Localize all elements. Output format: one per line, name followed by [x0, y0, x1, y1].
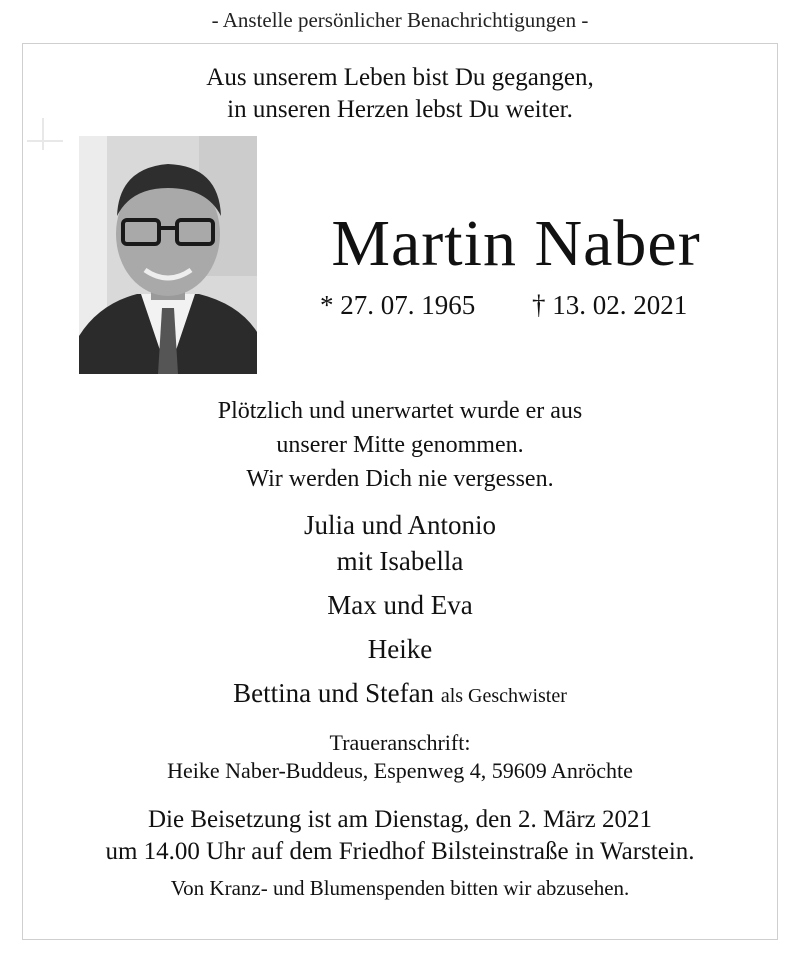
- family-line-5: [0, 678, 800, 709]
- mourning-message: [0, 394, 800, 496]
- family-line-5-names: Bettina und Stefan: [233, 678, 435, 708]
- family-line-3: Max und Eva: [327, 590, 473, 620]
- family-line-2: mit Isabella: [336, 546, 464, 576]
- family-line-4: Heike: [367, 634, 433, 664]
- family-line-5-suffix: als Geschwister: [440, 685, 567, 707]
- portrait-photo: [79, 136, 257, 374]
- message-line-1: Plötzlich und unerwartet wurde er aus: [217, 398, 583, 424]
- family-line-1: Julia und Antonio: [303, 510, 496, 540]
- verse: [0, 62, 800, 126]
- flowers-note: Von Kranz- und Blumenspenden bitten wir abzusehen.: [170, 876, 630, 900]
- verse-line-2: in unseren Herzen lebst Du weiter.: [227, 96, 573, 123]
- address-label: Traueranschrift:: [329, 730, 471, 755]
- death-date: † 13. 02. 2021: [532, 290, 688, 320]
- funeral-line-2: um 14.00 Uhr auf dem Friedhof Bilsteinstraße in Warstein.: [105, 838, 695, 865]
- funeral-info: [0, 804, 800, 868]
- message-line-3: Wir werden Dich nie vergessen.: [246, 466, 554, 492]
- verse-line-1: Aus unserem Leben bist Du gegangen,: [206, 64, 594, 91]
- funeral-line-1: Die Beisetzung ist am Dienstag, den 2. März 2021: [147, 806, 653, 833]
- address: Heike Naber-Buddeus, Espenweg 4, 59609 Anröchte: [167, 758, 633, 783]
- notice-header: - Anstelle persönlicher Benachrichtigungen -: [211, 8, 589, 32]
- cross-icon-horizontal: [27, 140, 63, 142]
- birth-date: * 27. 07. 1965: [320, 290, 476, 320]
- deceased-name: Martin Naber: [331, 207, 701, 280]
- message-line-2: unserer Mitte genommen.: [276, 432, 524, 458]
